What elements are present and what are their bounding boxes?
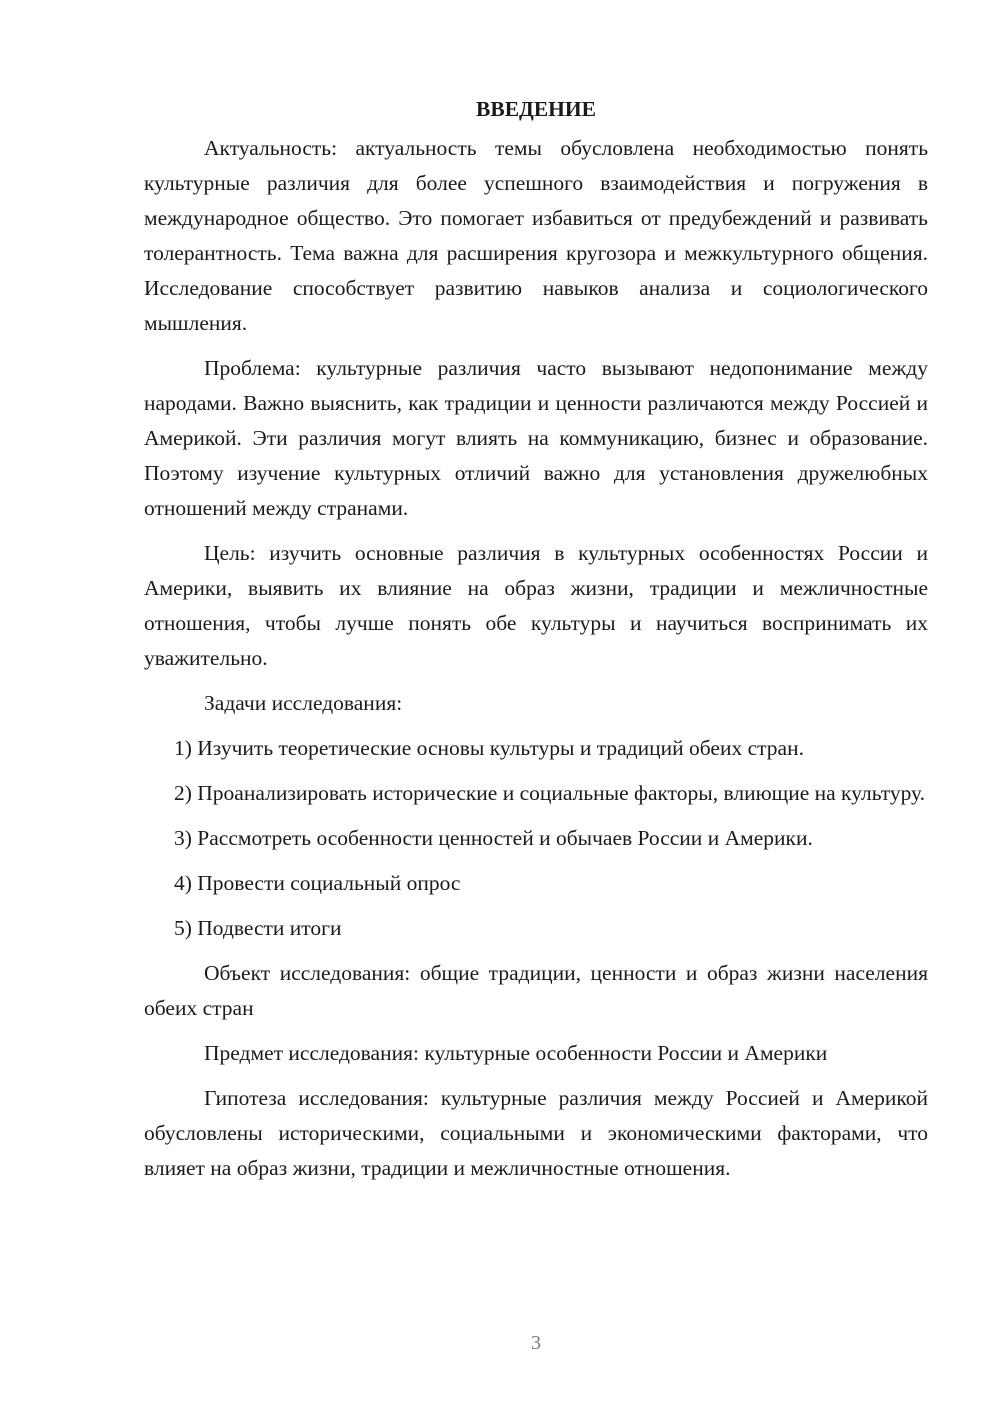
problem-paragraph: Проблема: культурные различия часто вызывают недопонимание между народами. Важно выяснить, как традиции и ценности различаются между Россией и Америкой. Эти различия могут влиять на коммуникацию, бизнес и образование. Поэтому изучение культурных отличий важно для установления дружелюбных отношений между странами. — [144, 356, 928, 520]
document-page — [144, 92, 928, 1196]
goal-paragraph: Цель: изучить основные различия в культурных особенностях России и Америки, выявить их влияние на образ жизни, традиции и межличностные отношения, чтобы лучше понять обе культуры и научиться воспринимать их уважительно. — [144, 541, 928, 670]
task-item-3: 3) Рассмотреть особенности ценностей и обычаев России и Америки. — [174, 826, 813, 850]
task-item-2: 2) Проанализировать исторические и социальные факторы, влиющие на культуру. — [174, 781, 926, 805]
object-paragraph: Объект исследования: общие традиции, ценности и образ жизни населения обеих стран — [144, 961, 928, 1020]
task-item-1: 1) Изучить теоретические основы культуры и традиций обеих стран. — [174, 736, 804, 760]
hypothesis-paragraph: Гипотеза исследования: культурные различия между Россией и Америкой обусловлены историческими, социальными и экономическими факторами, что влияет на образ жизни, традиции и межличностные отношения. — [144, 1086, 928, 1180]
subject-paragraph: Предмет исследования: культурные особенности России и Америки — [204, 1041, 828, 1065]
section-heading: ВВЕДЕНИЕ — [476, 97, 596, 121]
relevance-paragraph: Актуальность: актуальность темы обусловлена необходимостью понять культурные различия для более успешного взаимодействия и погружения в международное общество. Это помогает избавиться от предубеждений и развивать толерантность. Тема важна для расширения кругозора и межкультурного общения. Исследование способствует развитию навыков анализа и социологического мышления. — [144, 136, 928, 335]
tasks-title: Задачи исследования: — [204, 691, 403, 715]
task-item-4: 4) Провести социальный опрос — [174, 871, 461, 895]
task-item-5: 5) Подвести итоги — [174, 916, 342, 940]
page-number: 3 — [531, 1332, 541, 1354]
